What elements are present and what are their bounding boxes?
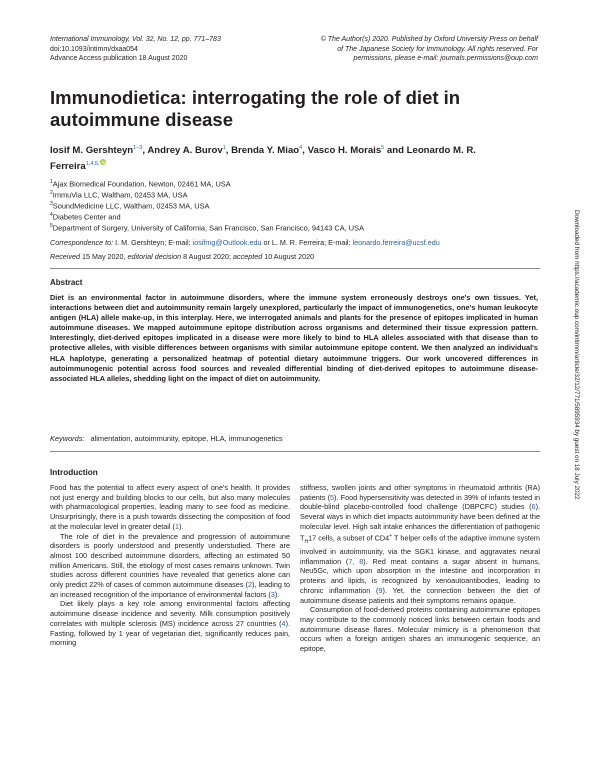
advance-access: Advance Access publication 18 August 2020 xyxy=(50,55,188,62)
citation-link[interactable]: 7, 8 xyxy=(348,556,364,566)
email-link[interactable]: leonardo.ferreira@ucsf.edu xyxy=(352,238,440,247)
body-column-right xyxy=(300,483,540,654)
decision-label: editorial decision xyxy=(127,252,182,261)
affiliation xyxy=(50,222,530,233)
divider xyxy=(50,268,540,269)
author-name[interactable]: Brenda Y. Miao xyxy=(231,145,300,157)
doi[interactable]: doi:10.1093/intimm/dxaa054 xyxy=(50,45,138,53)
affiliation-number: 2 xyxy=(50,189,53,196)
author-name[interactable]: Leonardo M. R. Ferreira xyxy=(50,145,476,172)
paragraph-text: Food has the potential to affect every aspect of one's health. It provides not just energy and building blocks to our cells, but also many molecules with pharmacological properties, leading many to see food as medicine. Unsurprisingly, there is a push towards dissecting the composition of food at the molecular level in greater detail ( xyxy=(50,483,290,531)
affiliation-list xyxy=(50,178,530,233)
paragraph-text: ). Red meat contains a sugar absent in humans, Neu5Gc, which upon absorption in the intestine and incorporation in proteins and lipids, is recognized by xenoautoantibodies, leading to chronic inflammation ( xyxy=(300,556,541,595)
author-affil-sup: 1,4,5, xyxy=(85,160,100,167)
article-title: Immunodietica: interrogating the role of diet in autoimmune disease xyxy=(50,87,461,130)
keywords-label: Keywords: xyxy=(50,434,85,443)
paragraph-text: ). Several ways in which diet impacts autoimmunity have been defined at the molecular level. High salt intake enhances the differentiation of pathogenic T xyxy=(300,502,540,542)
affiliation-number: 1 xyxy=(50,179,53,185)
download-sidebar xyxy=(571,210,583,550)
paragraph xyxy=(50,599,290,648)
citation-link[interactable]: 4 xyxy=(281,618,286,628)
author-affil-sup: 5 xyxy=(381,145,385,151)
correspondence-label: Correspondence to: xyxy=(50,238,114,247)
journal-header xyxy=(50,35,300,64)
copyright-line-1: © The Author(s) 2020. Published by Oxford University Press on behalf xyxy=(320,36,538,43)
paragraph-text: Consumption of food-derived proteins containing autoimmune epitopes may contribute to the commonly noticed links between certain foods and autoimmune disease flares. Molecular mimicry is a phenomenon that occurs when a foreign antigen shares an immunogenic sequence, an epitope, xyxy=(300,605,540,654)
author-name[interactable]: Iosif M. Gershteyn xyxy=(50,145,134,157)
affiliation-text: ImmuVia LLC, Waltham, 02453 MA, USA xyxy=(52,190,188,200)
paragraph-text: ). Food hypersensitivity was detected in 39% of infants tested in double-blind placebo-controlled food challenge (DBPCFC) studies ( xyxy=(300,492,540,512)
copyright-notice xyxy=(268,35,538,64)
orcid-icon[interactable] xyxy=(100,159,106,165)
affiliation-number: 5 xyxy=(50,222,53,229)
section-heading: Introduction xyxy=(50,468,98,477)
received-date: 15 May 2020, xyxy=(79,252,128,261)
citation-link[interactable]: 9 xyxy=(378,585,383,595)
author-separator: and xyxy=(384,145,407,157)
author-affil-sup: 4 xyxy=(299,145,303,151)
affiliation-text: SoundMedicine LLC, Waltham, 02453 MA, USA xyxy=(52,201,210,211)
author-list xyxy=(50,142,520,173)
download-notice[interactable]: Downloaded from https://academic.oup.com/intimm/article/32/12/771/5895934 by guest on 18 July 2022 xyxy=(573,210,580,500)
citation-link[interactable]: 3 xyxy=(270,589,275,599)
affiliation-number: 4 xyxy=(50,211,53,218)
paragraph xyxy=(50,483,290,532)
citation-link[interactable]: 1 xyxy=(174,521,179,531)
paragraph-text: 17 cells, a subset of CD4 xyxy=(308,532,390,542)
author-name[interactable]: Vasco H. Morais xyxy=(307,145,382,157)
author-separator: , xyxy=(225,145,232,157)
subscript: H xyxy=(304,538,309,545)
email-link[interactable]: iosifmg@Outlook.edu xyxy=(192,238,262,247)
author-separator: , xyxy=(142,145,148,157)
paragraph xyxy=(300,605,540,654)
abstract-heading: Abstract xyxy=(50,278,83,287)
accepted-label: accepted xyxy=(233,252,263,261)
paragraph-text: The role of diet in the prevalence and progression of autoimmune disorders is poorly understood and presently understudied. There are almost 100 described autoimmune disorders, affecting an estimated 50 million Americans. Still, the etiology of most cases remains unknown. Twin studies across different countries have revealed that genetics alone can only predict 22% of cases of common autoimmune diseases ( xyxy=(50,531,290,590)
journal-line: International Immunology, Vol. 32, No. 12, pp. 771–783 xyxy=(50,36,221,43)
affiliation-number: 3 xyxy=(50,200,53,207)
affiliation-text: Diabetes Center and xyxy=(52,212,121,222)
keywords xyxy=(50,434,540,444)
affiliation xyxy=(50,189,530,200)
received-label: Received xyxy=(50,252,80,261)
paragraph xyxy=(300,483,540,605)
author-name[interactable]: Andrey A. Burov xyxy=(147,145,223,157)
paragraph-text: ). Fasting, followed by 1 year of vegetarian diet, significantly reduces pain, morning xyxy=(50,618,290,648)
paragraph-text: Diet likely plays a key role among environmental factors affecting autoimmune disease incidence and severity. Milk consumption positively correlates with multiple sclerosis (MS) incidence across 27 countries ( xyxy=(50,599,290,628)
affiliation xyxy=(50,211,530,222)
correspondence-text: I. M. Gershteyn; E-mail: xyxy=(113,238,193,247)
paragraph xyxy=(50,532,290,600)
paragraph-text: ). xyxy=(178,521,184,531)
author-affil-sup: 1 xyxy=(222,145,226,151)
affiliation-text: Department of Surgery, University of California, San Francisco, San Francisco, 94143 CA, USA xyxy=(52,223,365,233)
body-column-left xyxy=(50,483,290,648)
article-dates xyxy=(50,252,530,262)
accepted-date: 10 August 2020 xyxy=(262,252,315,261)
paragraph-text: ), leading to an increased recognition of the importance of environmental factors ( xyxy=(50,580,290,599)
citation-link[interactable]: 2 xyxy=(247,580,252,590)
paragraph-text: ). xyxy=(274,589,280,599)
correspondence xyxy=(50,238,530,248)
correspondence-text: or L. M. R. Ferreira; E-mail: xyxy=(261,238,353,247)
copyright-line-2: of The Japanese Society for Immunology. All rights reserved. For xyxy=(337,45,538,53)
copyright-line-3: permissions, please e-mail: journals.permissions@oup.com xyxy=(353,55,538,62)
decision-date: 8 August 2020; xyxy=(181,252,234,261)
superscript: + xyxy=(389,532,393,539)
author-affil-sup: 1–3 xyxy=(133,145,143,151)
paragraph-text: T helper cells of the adaptive immune system involved in autoimmunity, via the SGK1 kinase, and aggravates neural inflammation ( xyxy=(300,532,540,566)
affiliation-text: Ajax Biomedical Foundation, Newton, 02461 MA, USA xyxy=(52,179,231,189)
affiliation xyxy=(50,200,530,211)
author-separator: , xyxy=(302,145,308,157)
citation-link[interactable]: 6 xyxy=(531,502,536,512)
paragraph-text: stiffness, swollen joints and other symptoms in rheumatoid arthritis (RA) patients ( xyxy=(300,483,540,502)
citation-link[interactable]: 5 xyxy=(330,492,335,502)
divider xyxy=(50,451,540,452)
keywords-text: alimentation, autoimmunity, epitope, HLA, immunogenetics xyxy=(90,434,283,443)
abstract-text: Diet is an environmental factor in autoimmune disorders, where the immune system erroneously destroys one's own tissues. Yet, interactions between diet and autoimmunity remain largely unexplored, particularly the impact of immunogenetics, one's human leukocyte antigen (HLA) allele make-up, in this interplay. Here, we interrogated animals and plants for the presence of epitopes implicated in human autoimmune diseases. We mapped autoimmune epitope distribution across organisms and determined their tissue expression pattern. Interestingly, diet-derived epitopes implicated in a disease were more likely to bind to HLA alleles associated with that disease than to protective alleles, with visible differences between organisms with similar autoimmune epitope content. We then analyzed an individual's HLA haplotype, generating a personalized heatmap of potential dietary autoimmune triggers. Our work uncovered differences in autoimmunogenic potential across food sources and revealed differential binding of diet-derived epitopes to autoimmune disease-associated HLA alleles, shedding light on the impact of diet on autoimmunity. xyxy=(50,293,538,383)
affiliation xyxy=(50,178,530,189)
paragraph-text: ). Yet, the connection between the diet of autoimmune disease patients and their symptoms remains opaque. xyxy=(300,585,540,605)
